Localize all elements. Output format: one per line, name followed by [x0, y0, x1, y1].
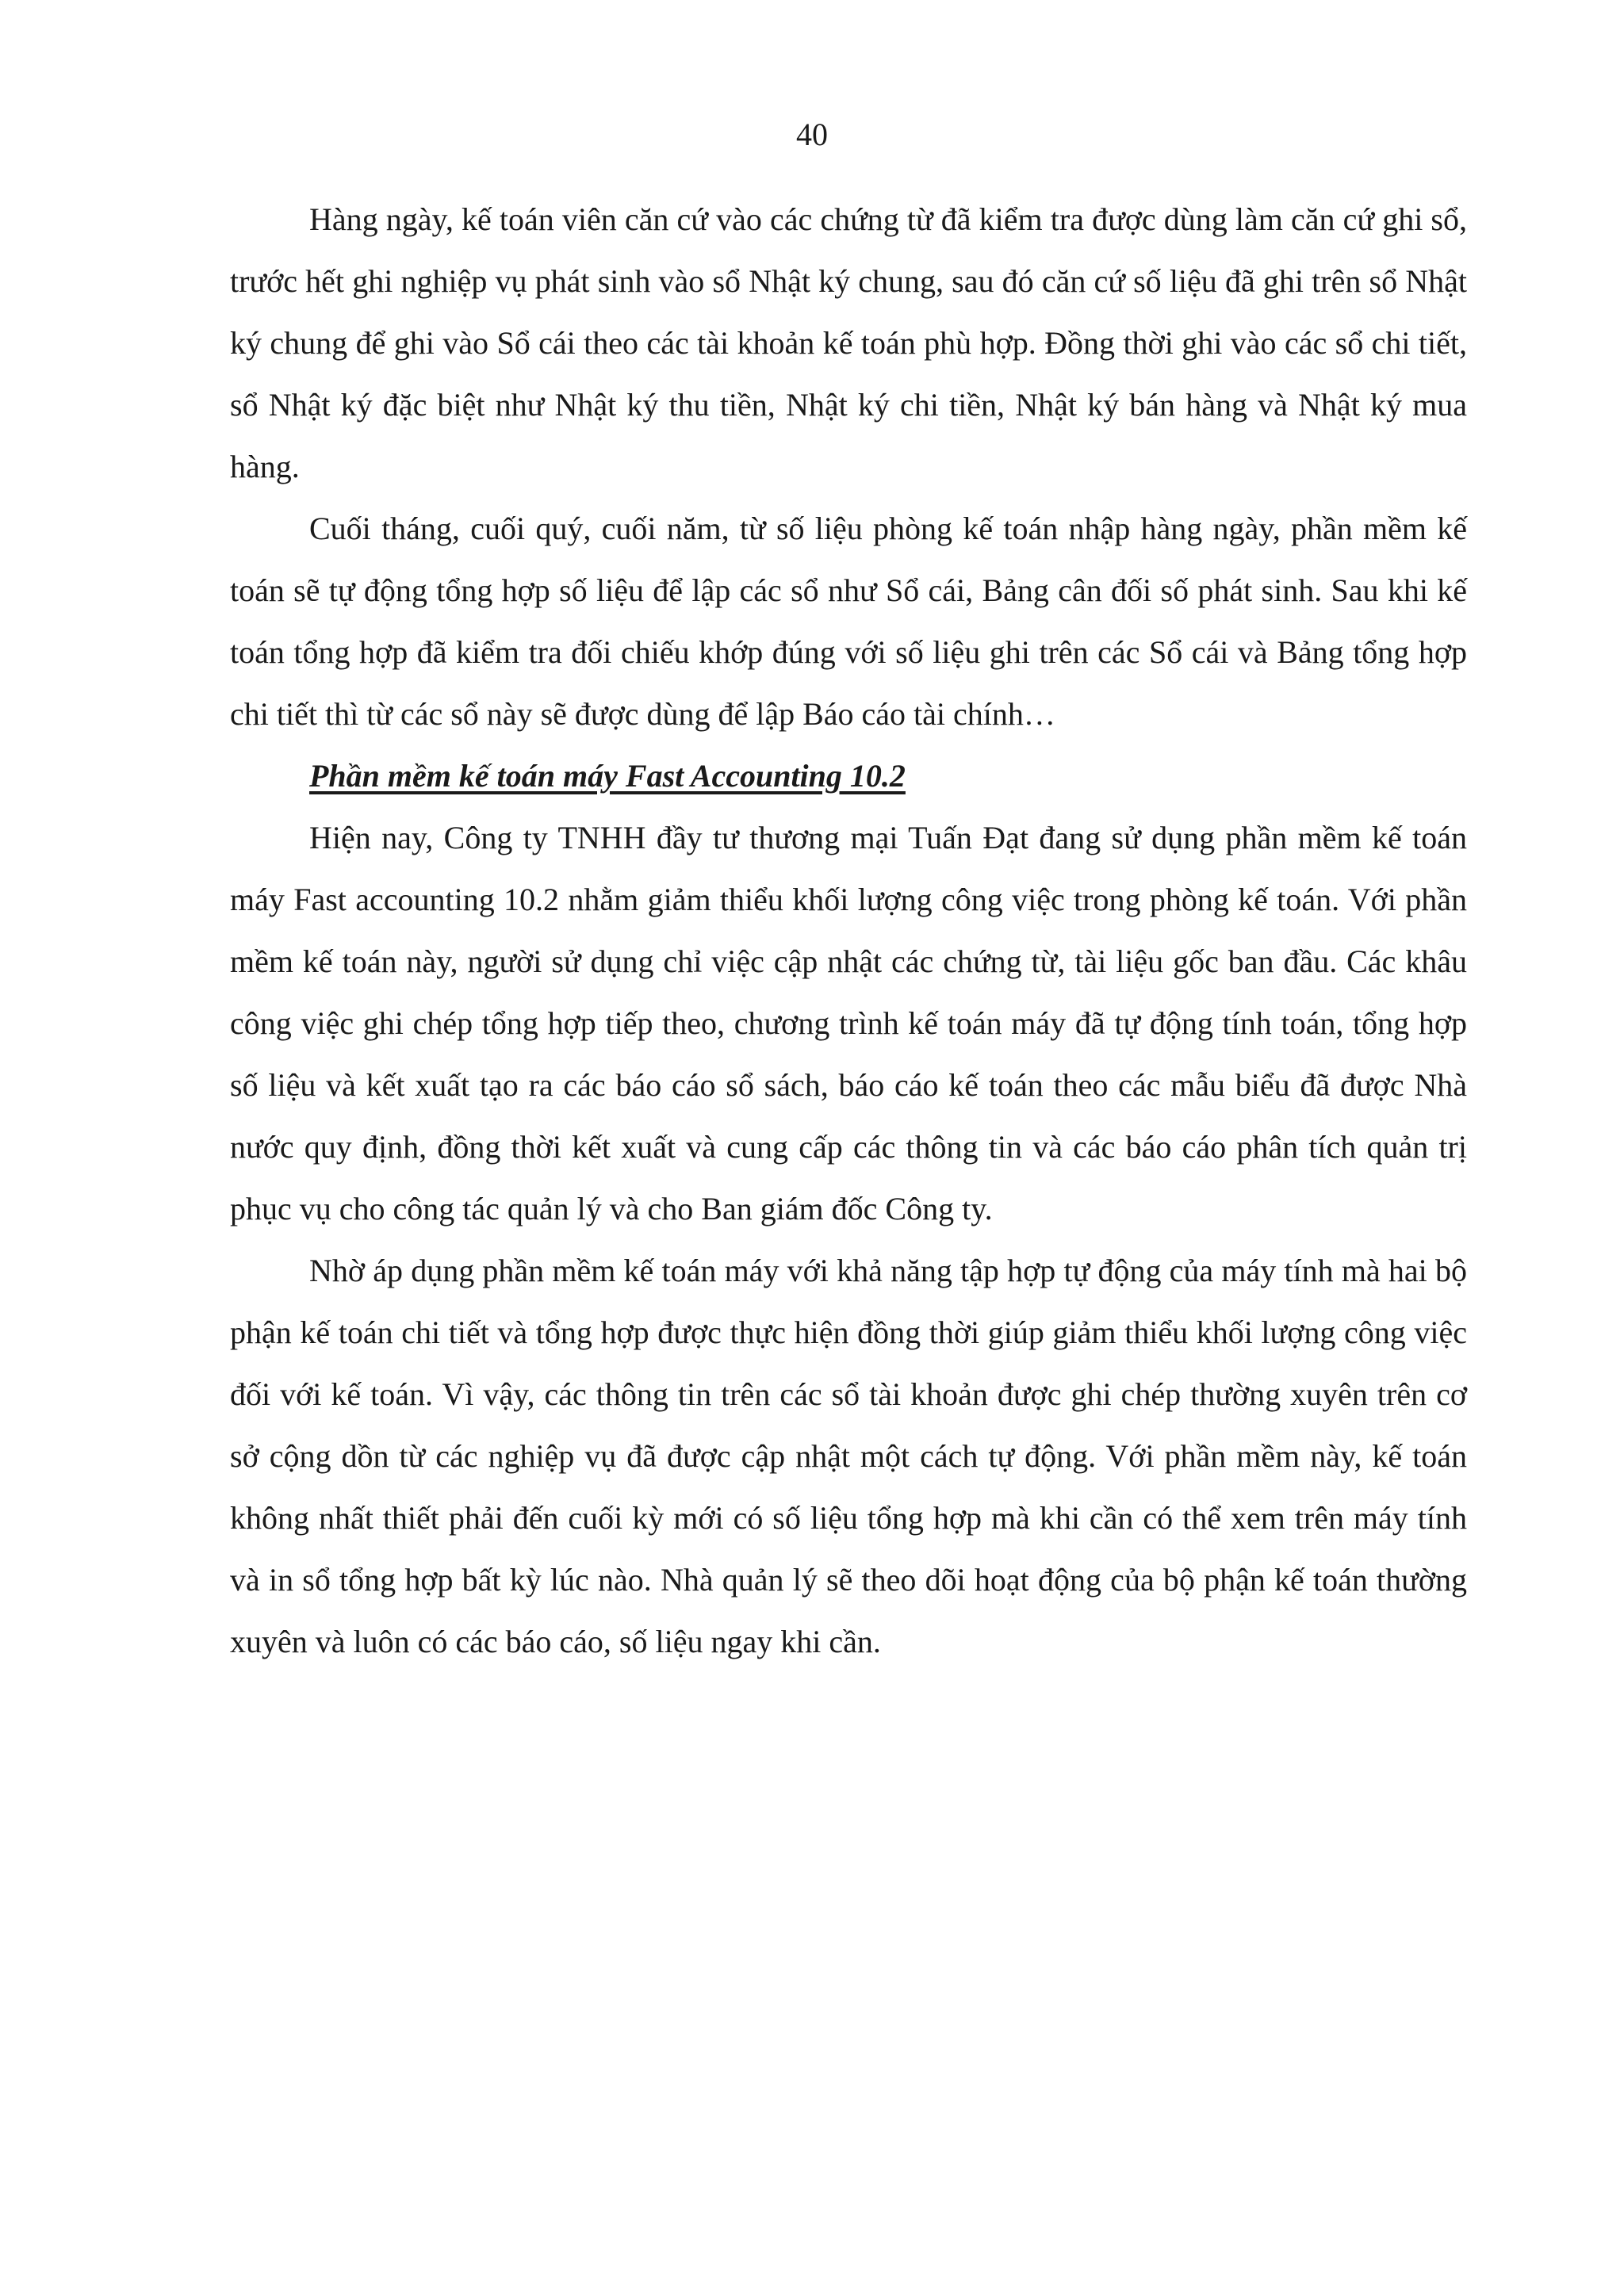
paragraph-software-usage: Hiện nay, Công ty TNHH đầy tư thương mại Tuấn Đạt đang sử dụng phần mềm kế toán máy Fast accounting 10.2 nhằm giảm thiểu khối lượng công việc trong phòng kế toán. Với phần mềm kế toán này, người sử dụng chỉ việc cập nhật các chứng từ, tài liệu gốc ban đầu. Các khâu công việc ghi chép tổng hợp tiếp theo, chương trình kế toán máy đã tự động tính toán, tổng hợp số liệu và kết xuất tạo ra các báo cáo sổ sách, báo cáo kế toán theo các mẫu biểu đã được Nhà nước quy định, đồng thời kết xuất và cung cấp các thông tin và các báo cáo phân tích quản trị phục vụ cho công tác quản lý và cho Ban giám đốc Công ty.	[230, 820, 1467, 1226]
section-heading: Phần mềm kế toán máy Fast Accounting 10.2	[309, 758, 906, 794]
page-body	[230, 189, 1467, 1673]
paragraph-period-end-summary: Cuối tháng, cuối quý, cuối năm, từ số liệu phòng kế toán nhập hàng ngày, phần mềm kế toán sẽ tự động tổng hợp số liệu để lập các sổ như Sổ cái, Bảng cân đối số phát sinh. Sau khi kế toán tổng hợp đã kiểm tra đối chiếu khớp đúng với số liệu ghi trên các Sổ cái và Bảng tổng hợp chi tiết thì từ các sổ này sẽ được dùng để lập Báo cáo tài chính…	[230, 511, 1467, 732]
paragraph-software-benefits: Nhờ áp dụng phần mềm kế toán máy với khả năng tập hợp tự động của máy tính mà hai bộ phận kế toán chi tiết và tổng hợp được thực hiện đồng thời giúp giảm thiểu khối lượng công việc đối với kế toán. Vì vậy, các thông tin trên các sổ tài khoản được ghi chép thường xuyên trên cơ sở cộng dồn từ các nghiệp vụ đã được cập nhật một cách tự động. Với phần mềm này, kế toán không nhất thiết phải đến cuối kỳ mới có số liệu tổng hợp mà khi cần có thể xem trên máy tính và in sổ tổng hợp bất kỳ lúc nào. Nhà quản lý sẽ theo dõi hoạt động của bộ phận kế toán thường xuyên và luôn có các báo cáo, số liệu ngay khi cần.	[230, 1253, 1467, 1659]
page-number: 40	[796, 117, 828, 152]
paragraph-daily-recording: Hàng ngày, kế toán viên căn cứ vào các chứng từ đã kiểm tra được dùng làm căn cứ ghi sổ, trước hết ghi nghiệp vụ phát sinh vào sổ Nhật ký chung, sau đó căn cứ số liệu đã ghi trên sổ Nhật ký chung để ghi vào Sổ cái theo các tài khoản kế toán phù hợp. Đồng thời ghi vào các sổ chi tiết, sổ Nhật ký đặc biệt như Nhật ký thu tiền, Nhật ký chi tiền, Nhật ký bán hàng và Nhật ký mua hàng.	[230, 201, 1467, 484]
